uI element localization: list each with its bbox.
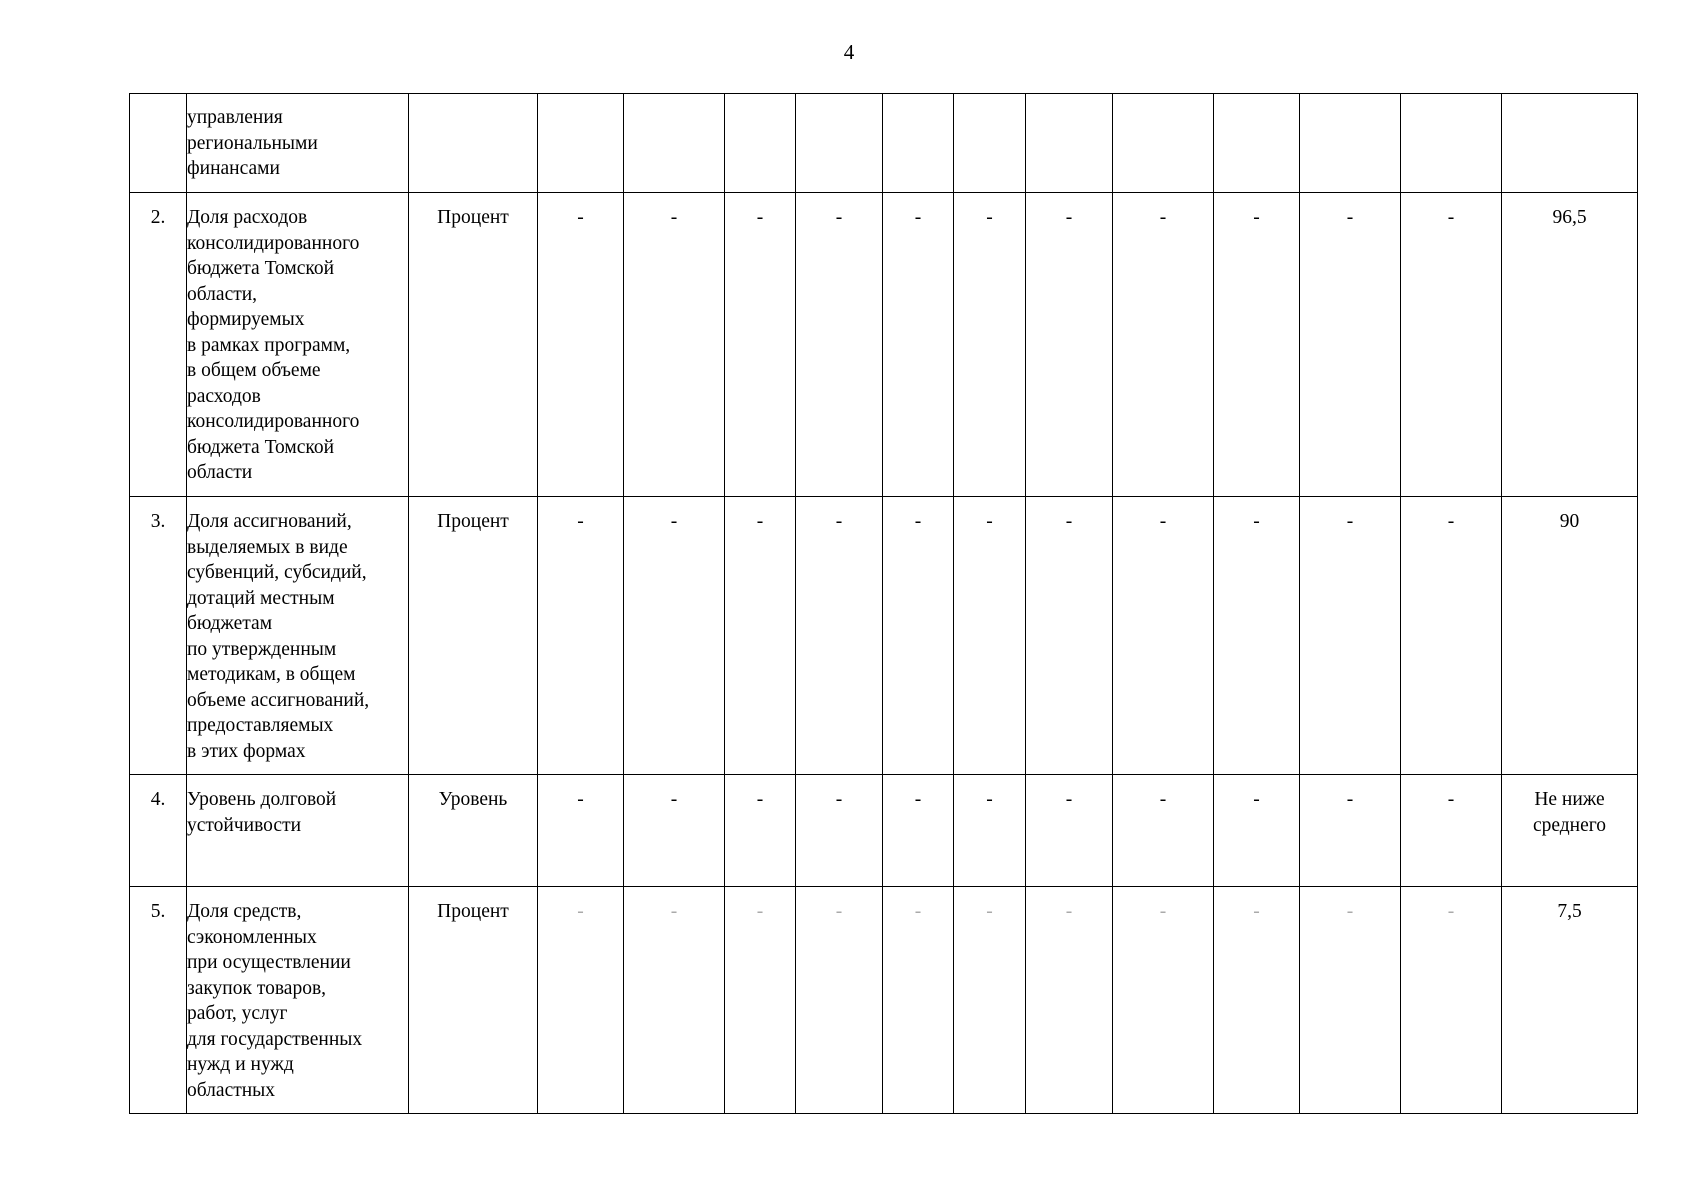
value-cell [1214, 94, 1300, 193]
value-cell: - [624, 775, 725, 887]
table-row [130, 775, 1638, 887]
row-number [130, 94, 187, 193]
value-cell: - [796, 775, 883, 887]
value-cell: - [883, 887, 954, 1114]
indicator-name-line: бюджета Томской [187, 436, 335, 458]
indicator-name-line: областных [187, 1079, 276, 1101]
target-value-line: среднего [1532, 814, 1607, 836]
unit-cell: Процент [409, 887, 538, 1114]
value-cell: - [538, 497, 624, 775]
value-cell: - [883, 775, 954, 887]
unit-cell [409, 94, 538, 193]
value-cell [1300, 94, 1401, 193]
value-cell: - [796, 497, 883, 775]
value-cell: - [1026, 497, 1113, 775]
value-cell: - [1401, 497, 1502, 775]
value-cell: - [796, 193, 883, 497]
indicator-name-line: устойчивости [187, 814, 302, 836]
value-cell [1401, 94, 1502, 193]
target-value-line: Не ниже [1534, 789, 1605, 810]
indicator-name-line: в этих формах [187, 740, 306, 762]
page-number: 4 [843, 40, 855, 64]
value-cell: - [1214, 497, 1300, 775]
indicator-name-line: области, [187, 283, 258, 305]
unit-cell: Процент [409, 497, 538, 775]
value-cell: - [1401, 887, 1502, 1114]
value-cell: - [954, 887, 1026, 1114]
indicator-name-line: в общем объеме [187, 360, 321, 381]
indicator-name [187, 94, 409, 193]
value-cell: - [954, 775, 1026, 887]
value-cell: - [954, 497, 1026, 775]
row-number: 3. [130, 497, 187, 775]
indicator-name [187, 497, 409, 775]
value-cell: - [1113, 497, 1214, 775]
value-cell: - [538, 887, 624, 1114]
indicator-name-line: предоставляемых [187, 715, 334, 736]
indicator-name-line: нужд и нужд [187, 1054, 294, 1075]
value-cell: - [1401, 193, 1502, 497]
table-row [130, 94, 1638, 193]
indicator-name-line: консолидированного [187, 232, 360, 254]
indicator-name [187, 193, 409, 497]
indicator-name-line: региональными [187, 132, 318, 154]
indicators-table [129, 93, 1638, 1114]
table-row [130, 193, 1638, 497]
indicator-name-line: Доля ассигнований, [187, 511, 352, 532]
value-cell: - [538, 193, 624, 497]
value-cell [1026, 94, 1113, 193]
value-cell [624, 94, 725, 193]
value-cell: - [1214, 193, 1300, 497]
value-cell: - [1113, 193, 1214, 497]
value-cell [725, 94, 796, 193]
value-cell: - [1401, 775, 1502, 887]
table-row [130, 497, 1638, 775]
indicator-name-line: для государственных [187, 1028, 363, 1050]
indicator-name-line: в рамках программ, [187, 334, 351, 356]
indicator-name-line: Уровень долговой [187, 789, 337, 810]
table-row [130, 887, 1638, 1114]
value-cell [883, 94, 954, 193]
value-cell: - [1300, 497, 1401, 775]
row-number: 2. [130, 193, 187, 497]
value-cell [954, 94, 1026, 193]
indicator-name-line: при осуществлении [187, 952, 351, 973]
value-cell [1113, 94, 1214, 193]
unit-cell: Процент [409, 193, 538, 497]
target-value-line: 96,5 [1552, 207, 1587, 228]
indicator-name-line: субвенций, субсидий, [187, 562, 367, 583]
value-cell: - [954, 193, 1026, 497]
indicator-name-line: консолидированного [187, 411, 360, 432]
value-cell: - [624, 497, 725, 775]
target-value-cell [1502, 775, 1638, 887]
value-cell: - [1026, 775, 1113, 887]
value-cell: - [538, 775, 624, 887]
unit-cell: Уровень [409, 775, 538, 887]
indicator-name-line: управления [187, 107, 283, 128]
value-cell [796, 94, 883, 193]
indicator-name-line: бюджетам [187, 613, 273, 634]
value-cell: - [1214, 887, 1300, 1114]
indicator-name-line: расходов [187, 385, 261, 407]
value-cell: - [796, 887, 883, 1114]
indicator-name-line: области [187, 462, 253, 483]
value-cell: - [1214, 775, 1300, 887]
value-cell: - [1113, 887, 1214, 1114]
row-number: 5. [130, 887, 187, 1114]
value-cell: - [1113, 775, 1214, 887]
value-cell: - [883, 193, 954, 497]
indicator-name-line: работ, услуг [187, 1003, 288, 1024]
indicator-name-line: выделяемых в виде [187, 536, 348, 558]
indicator-name [187, 887, 409, 1114]
target-value-cell [1502, 193, 1638, 497]
indicator-name-line: Доля расходов [187, 207, 308, 228]
indicator-name-line: закупок товаров, [187, 977, 327, 999]
target-value-cell [1502, 497, 1638, 775]
target-value-line: 7,5 [1557, 901, 1582, 922]
value-cell: - [725, 497, 796, 775]
indicator-name [187, 775, 409, 887]
row-number: 4. [130, 775, 187, 887]
indicator-name-line: бюджета Томской [187, 258, 335, 279]
target-value-cell [1502, 887, 1638, 1114]
value-cell: - [1300, 775, 1401, 887]
value-cell: - [624, 887, 725, 1114]
value-cell [538, 94, 624, 193]
value-cell: - [1300, 887, 1401, 1114]
value-cell: - [624, 193, 725, 497]
value-cell: - [725, 193, 796, 497]
indicator-name-line: объеме ассигнований, [187, 689, 370, 711]
target-value-line: 90 [1559, 511, 1580, 532]
indicator-name-line: формируемых [187, 309, 305, 330]
indicator-name-line: по утвержденным [187, 638, 337, 660]
value-cell: - [725, 887, 796, 1114]
indicator-name-line: сэкономленных [187, 926, 317, 948]
value-cell: - [883, 497, 954, 775]
value-cell: - [1300, 193, 1401, 497]
indicator-name-line: Доля средств, [187, 901, 302, 922]
indicator-name-line: методикам, в общем [187, 664, 356, 685]
value-cell: - [725, 775, 796, 887]
indicator-name-line: дотаций местным [187, 587, 335, 609]
target-value-cell [1502, 94, 1638, 193]
indicator-name-line: финансами [187, 158, 280, 179]
value-cell: - [1026, 193, 1113, 497]
value-cell: - [1026, 887, 1113, 1114]
